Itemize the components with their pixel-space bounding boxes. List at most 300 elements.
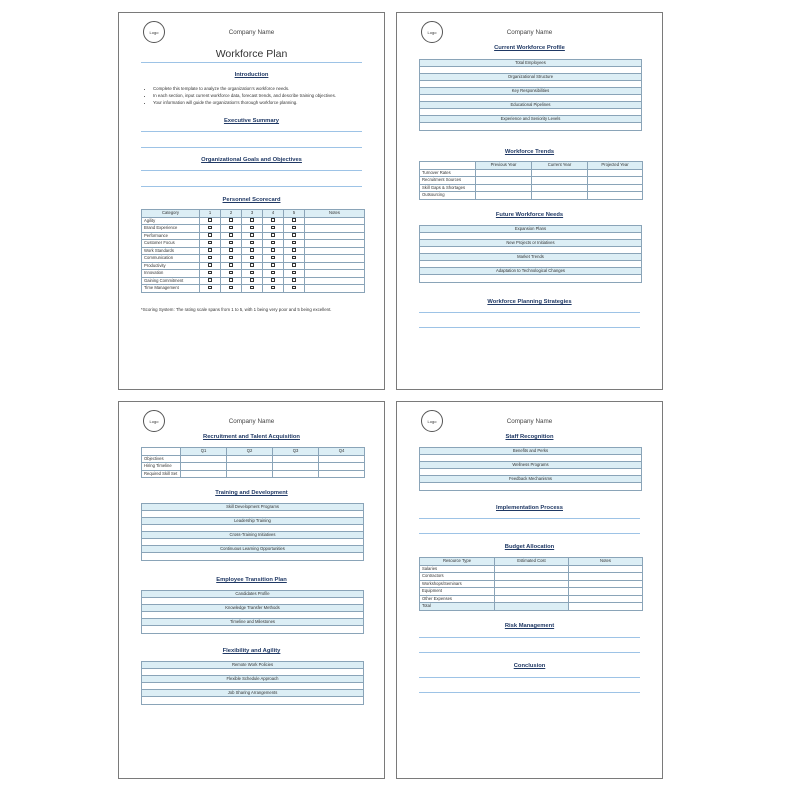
checkbox[interactable] (292, 241, 295, 244)
checkbox[interactable] (229, 248, 232, 251)
checkbox[interactable] (208, 256, 211, 259)
list-item: Benefits and Perks (420, 448, 641, 455)
rating-cell[interactable] (221, 225, 242, 233)
row-label: Objectives (142, 455, 181, 463)
input-row[interactable] (142, 683, 363, 690)
table-row (142, 262, 365, 270)
checkbox[interactable] (229, 218, 232, 221)
row-label: Outsourcing (420, 192, 476, 200)
table-cell[interactable] (273, 470, 319, 478)
input-row[interactable] (142, 669, 363, 676)
table-cell[interactable] (273, 463, 319, 471)
intro-bullets (147, 85, 336, 106)
table-row (420, 603, 643, 611)
rating-cell[interactable] (221, 217, 242, 225)
rating-cell[interactable] (221, 255, 242, 263)
row-label: Equipment (420, 588, 495, 596)
scorecard-table (141, 209, 365, 293)
table-row (142, 240, 365, 248)
rating-cell[interactable] (284, 225, 305, 233)
input-row[interactable] (420, 455, 641, 462)
table-cell[interactable] (476, 184, 532, 192)
table-cell[interactable] (532, 169, 588, 177)
table-cell[interactable] (273, 455, 319, 463)
input-line[interactable] (419, 327, 640, 328)
checkbox[interactable] (250, 226, 253, 229)
table-row (142, 217, 365, 225)
rating-cell[interactable] (242, 217, 263, 225)
input-row[interactable] (420, 469, 641, 476)
list-item: Flexible Schedule Approach (142, 676, 363, 683)
list-item: • Your information will guide the organization's thorough workforce planning. (153, 99, 336, 106)
table-header-row (420, 162, 643, 170)
flexibility-list (141, 661, 364, 705)
row-label: Workshops/Seminars (420, 580, 495, 588)
rating-cell[interactable] (263, 247, 284, 255)
column-header: 1 (200, 210, 221, 218)
notes-cell[interactable] (305, 277, 365, 285)
rating-cell[interactable] (263, 255, 284, 263)
list-item: Key Responsibilities (420, 88, 641, 95)
recognition-list (419, 447, 642, 491)
input-line[interactable] (141, 186, 362, 187)
rating-cell[interactable] (284, 240, 305, 248)
rating-cell[interactable] (284, 232, 305, 240)
checkbox[interactable] (229, 278, 232, 281)
checkbox[interactable] (271, 286, 274, 289)
table-cell[interactable] (495, 588, 569, 596)
rating-cell[interactable] (242, 232, 263, 240)
table-cell[interactable] (319, 463, 365, 471)
rating-cell[interactable] (242, 240, 263, 248)
list-item: Experience and Seniority Levels (420, 116, 641, 123)
table-row (420, 573, 643, 581)
input-row[interactable] (142, 539, 363, 546)
company-name: Company Name (228, 418, 275, 425)
row-label: Other Expenses (420, 595, 495, 603)
rating-cell[interactable] (200, 255, 221, 263)
row-label: Brand Experience (142, 225, 200, 233)
page-1 (118, 12, 385, 390)
table-cell[interactable] (569, 580, 643, 588)
row-label: Work Standards (142, 247, 200, 255)
checkbox[interactable] (208, 263, 211, 266)
checkbox[interactable] (250, 263, 253, 266)
table-cell[interactable] (588, 177, 643, 185)
document-title: Workforce Plan (215, 48, 288, 60)
column-header: Category (142, 210, 200, 218)
checkbox[interactable] (229, 286, 232, 289)
row-label: Gaining Commitment (142, 277, 200, 285)
list-item: Adaptation to Technological Changes (420, 268, 641, 275)
section-future-needs: Future Workforce Needs (495, 212, 564, 218)
section-workforce-trends: Workforce Trends (504, 149, 555, 155)
future-needs-list (419, 225, 642, 283)
table-cell[interactable] (227, 470, 273, 478)
rating-cell[interactable] (200, 247, 221, 255)
column-header (420, 162, 476, 170)
checkbox[interactable] (229, 256, 232, 259)
table-cell[interactable] (588, 169, 643, 177)
rating-cell[interactable] (221, 277, 242, 285)
list-item: Cross-Training Initiatives (142, 532, 363, 539)
profile-list (419, 59, 642, 131)
checkbox[interactable] (250, 248, 253, 251)
checkbox[interactable] (271, 271, 274, 274)
section-current-profile: Current Workforce Profile (494, 45, 565, 51)
rating-cell[interactable] (242, 247, 263, 255)
notes-cell[interactable] (305, 247, 365, 255)
rating-cell[interactable] (242, 225, 263, 233)
rating-cell[interactable] (284, 277, 305, 285)
section-goals: Organizational Goals and Objectives (201, 157, 302, 163)
input-row[interactable] (420, 123, 641, 130)
section-introduction: Introduction (234, 72, 269, 78)
row-label: Agility (142, 217, 200, 225)
checkbox[interactable] (271, 248, 274, 251)
notes-cell[interactable] (305, 217, 365, 225)
input-line[interactable] (419, 637, 640, 638)
rating-cell[interactable] (263, 225, 284, 233)
rating-cell[interactable] (200, 285, 221, 293)
table-cell[interactable] (495, 565, 569, 573)
input-row[interactable] (420, 275, 641, 282)
rating-cell[interactable] (263, 277, 284, 285)
table-row (142, 285, 365, 293)
section-training: Training and Development (215, 490, 288, 496)
checkbox[interactable] (292, 218, 295, 221)
scoring-note: *Scoring System: The rating scale spans from 1 to 5, with 1 being very poor and 5 being excellent. (141, 307, 332, 312)
checkbox[interactable] (250, 233, 253, 236)
column-header: Q4 (319, 448, 365, 456)
table-row (142, 277, 365, 285)
column-header: Q1 (181, 448, 227, 456)
checkbox[interactable] (271, 256, 274, 259)
rating-cell[interactable] (200, 277, 221, 285)
list-item: • In each section, input current workforce data, forecast trends, and describe training objectives. (153, 92, 336, 99)
list-item: • Complete this template to analyze the organization's workforce needs. (153, 85, 336, 92)
input-row[interactable] (420, 483, 641, 490)
row-label: Hiring Timeline (142, 463, 181, 471)
rating-cell[interactable] (263, 285, 284, 293)
trends-table (419, 161, 643, 200)
input-row[interactable] (142, 511, 363, 518)
list-item: Continuous Learning Opportunities (142, 546, 363, 553)
table-header-row (142, 448, 365, 456)
table-cell[interactable] (569, 603, 643, 611)
checkbox[interactable] (250, 271, 253, 274)
input-row[interactable] (142, 525, 363, 532)
table-cell[interactable] (181, 470, 227, 478)
table-row (420, 177, 643, 185)
checkbox[interactable] (271, 241, 274, 244)
table-row (142, 455, 365, 463)
table-cell[interactable] (495, 573, 569, 581)
table-cell[interactable] (476, 192, 532, 200)
row-label: Contractors (420, 573, 495, 581)
checkbox[interactable] (292, 286, 295, 289)
rating-cell[interactable] (263, 262, 284, 270)
notes-cell[interactable] (305, 225, 365, 233)
checkbox[interactable] (292, 256, 295, 259)
table-cell[interactable] (476, 169, 532, 177)
table-row (420, 595, 643, 603)
list-item: Leadership Training (142, 518, 363, 525)
rating-cell[interactable] (284, 217, 305, 225)
rating-cell[interactable] (200, 232, 221, 240)
input-line[interactable] (141, 147, 362, 148)
column-header: Notes (569, 558, 643, 566)
rating-cell[interactable] (263, 217, 284, 225)
column-header: Q3 (273, 448, 319, 456)
company-name: Company Name (506, 29, 553, 36)
checkbox[interactable] (208, 241, 211, 244)
checkbox[interactable] (208, 233, 211, 236)
checkbox[interactable] (292, 226, 295, 229)
input-row[interactable] (142, 553, 363, 560)
row-label: Innovation (142, 270, 200, 278)
input-row[interactable] (420, 261, 641, 268)
checkbox[interactable] (292, 278, 295, 281)
table-row (420, 192, 643, 200)
rating-cell[interactable] (200, 240, 221, 248)
section-scorecard: Personnel Scorecard (222, 197, 281, 203)
table-cell[interactable] (181, 455, 227, 463)
checkbox[interactable] (271, 278, 274, 281)
section-staff-recognition: Staff Recognition (505, 434, 554, 440)
section-executive-summary: Executive Summary (223, 118, 280, 124)
rating-cell[interactable] (242, 255, 263, 263)
logo: Logo (421, 410, 443, 432)
list-item: Wellness Programs (420, 462, 641, 469)
input-line[interactable] (419, 677, 640, 678)
checkbox[interactable] (208, 248, 211, 251)
checkbox[interactable] (292, 248, 295, 251)
list-item: Organizational Structure (420, 74, 641, 81)
table-row (142, 255, 365, 263)
logo: Logo (143, 410, 165, 432)
table-cell[interactable] (569, 573, 643, 581)
rating-cell[interactable] (200, 225, 221, 233)
logo: Logo (143, 21, 165, 43)
list-item: Educational Pipelines (420, 102, 641, 109)
list-item: Total Employees (420, 60, 641, 67)
checkbox[interactable] (229, 226, 232, 229)
column-header: Resource Type (420, 558, 495, 566)
transition-list (141, 590, 364, 634)
rating-cell[interactable] (200, 217, 221, 225)
notes-cell[interactable] (305, 240, 365, 248)
list-item: Market Trends (420, 254, 641, 261)
rating-cell[interactable] (221, 270, 242, 278)
input-row[interactable] (420, 109, 641, 116)
checkbox[interactable] (229, 233, 232, 236)
table-cell[interactable] (532, 184, 588, 192)
section-planning-strategies: Workforce Planning Strategies (487, 299, 572, 305)
row-label: Performance (142, 232, 200, 240)
input-line[interactable] (141, 170, 362, 171)
table-row (142, 270, 365, 278)
page-3 (118, 401, 385, 779)
notes-cell[interactable] (305, 232, 365, 240)
list-item: Remote Work Policies (142, 662, 363, 669)
row-label: Total (420, 603, 495, 611)
table-cell[interactable] (495, 580, 569, 588)
checkbox[interactable] (208, 286, 211, 289)
input-line[interactable] (419, 312, 640, 313)
column-header: 2 (221, 210, 242, 218)
table-cell[interactable] (532, 177, 588, 185)
table-row (142, 225, 365, 233)
input-row[interactable] (142, 598, 363, 605)
checkbox[interactable] (250, 218, 253, 221)
section-risk-management: Risk Management (504, 623, 555, 629)
input-line[interactable] (141, 131, 362, 132)
list-item: Feedback Mechanisms (420, 476, 641, 483)
rating-cell[interactable] (263, 240, 284, 248)
column-header: 5 (284, 210, 305, 218)
company-name: Company Name (506, 418, 553, 425)
checkbox[interactable] (229, 263, 232, 266)
rating-cell[interactable] (200, 262, 221, 270)
checkbox[interactable] (229, 271, 232, 274)
table-cell[interactable] (319, 455, 365, 463)
checkbox[interactable] (229, 241, 232, 244)
rating-cell[interactable] (221, 232, 242, 240)
list-item: New Projects or Initiatives (420, 240, 641, 247)
notes-cell[interactable] (305, 270, 365, 278)
table-cell[interactable] (319, 470, 365, 478)
rating-cell[interactable] (284, 270, 305, 278)
table-cell[interactable] (588, 184, 643, 192)
input-row[interactable] (420, 233, 641, 240)
table-cell[interactable] (569, 595, 643, 603)
input-line[interactable] (419, 692, 640, 693)
checkbox[interactable] (271, 263, 274, 266)
checkbox[interactable] (208, 278, 211, 281)
input-line[interactable] (419, 533, 640, 534)
rating-cell[interactable] (221, 247, 242, 255)
rating-cell[interactable] (200, 270, 221, 278)
checkbox[interactable] (250, 278, 253, 281)
recruitment-table (141, 447, 365, 478)
checkbox[interactable] (271, 218, 274, 221)
row-label: Communication (142, 255, 200, 263)
checkbox[interactable] (292, 263, 295, 266)
checkbox[interactable] (208, 218, 211, 221)
rating-cell[interactable] (242, 262, 263, 270)
checkbox[interactable] (250, 241, 253, 244)
rating-cell[interactable] (284, 247, 305, 255)
notes-cell[interactable] (305, 262, 365, 270)
table-cell[interactable] (532, 192, 588, 200)
rating-cell[interactable] (284, 285, 305, 293)
input-row[interactable] (420, 81, 641, 88)
column-header: Notes (305, 210, 365, 218)
rating-cell[interactable] (221, 262, 242, 270)
table-cell[interactable] (588, 192, 643, 200)
table-row (142, 247, 365, 255)
list-item: Skill Development Programs (142, 504, 363, 511)
input-line[interactable] (419, 518, 640, 519)
row-label: Salaries (420, 565, 495, 573)
notes-cell[interactable] (305, 255, 365, 263)
row-label: Recruitment Sources (420, 177, 476, 185)
table-cell[interactable] (227, 455, 273, 463)
table-row (142, 470, 365, 478)
column-header: Current Year (532, 162, 588, 170)
checkbox[interactable] (271, 226, 274, 229)
section-implementation: Implementation Process (495, 505, 563, 511)
checkbox[interactable] (292, 233, 295, 236)
logo: Logo (421, 21, 443, 43)
rating-cell[interactable] (284, 255, 305, 263)
table-row (420, 184, 643, 192)
checkbox[interactable] (208, 271, 211, 274)
rating-cell[interactable] (242, 277, 263, 285)
row-label: Turnover Rates (420, 169, 476, 177)
input-row[interactable] (142, 612, 363, 619)
row-label: Productivity (142, 262, 200, 270)
table-cell[interactable] (181, 463, 227, 471)
input-row[interactable] (420, 247, 641, 254)
row-label: Skill Gaps & Shortages (420, 184, 476, 192)
list-item: Candidates Profile (142, 591, 363, 598)
rating-cell[interactable] (263, 270, 284, 278)
page-2 (396, 12, 663, 390)
table-cell[interactable] (495, 595, 569, 603)
input-row[interactable] (420, 95, 641, 102)
table-row (420, 565, 643, 573)
table-cell[interactable] (227, 463, 273, 471)
input-row[interactable] (420, 67, 641, 74)
rating-cell[interactable] (242, 270, 263, 278)
checkbox[interactable] (250, 286, 253, 289)
section-transition: Employee Transition Plan (216, 577, 287, 583)
column-header (142, 448, 181, 456)
checkbox[interactable] (271, 233, 274, 236)
checkbox[interactable] (292, 271, 295, 274)
rating-cell[interactable] (263, 232, 284, 240)
row-label: Required Skill Set (142, 470, 181, 478)
input-row[interactable] (142, 697, 363, 704)
rating-cell[interactable] (284, 262, 305, 270)
section-budget: Budget Allocation (504, 544, 555, 550)
table-cell[interactable] (495, 603, 569, 611)
input-line[interactable] (419, 652, 640, 653)
rating-cell[interactable] (221, 285, 242, 293)
table-cell[interactable] (476, 177, 532, 185)
checkbox[interactable] (208, 226, 211, 229)
rating-cell[interactable] (242, 285, 263, 293)
checkbox[interactable] (250, 256, 253, 259)
column-header: 4 (263, 210, 284, 218)
row-label: Customer Focus (142, 240, 200, 248)
section-recruitment: Recruitment and Talent Acquisition (203, 434, 300, 440)
table-cell[interactable] (569, 588, 643, 596)
company-name: Company Name (228, 29, 275, 36)
table-row (420, 169, 643, 177)
list-item: Knowledge Transfer Methods (142, 605, 363, 612)
column-header: 3 (242, 210, 263, 218)
rating-cell[interactable] (221, 240, 242, 248)
table-cell[interactable] (569, 565, 643, 573)
table-row (420, 580, 643, 588)
input-row[interactable] (142, 626, 363, 633)
row-label: Time Management (142, 285, 200, 293)
divider (141, 62, 362, 63)
notes-cell[interactable] (305, 285, 365, 293)
